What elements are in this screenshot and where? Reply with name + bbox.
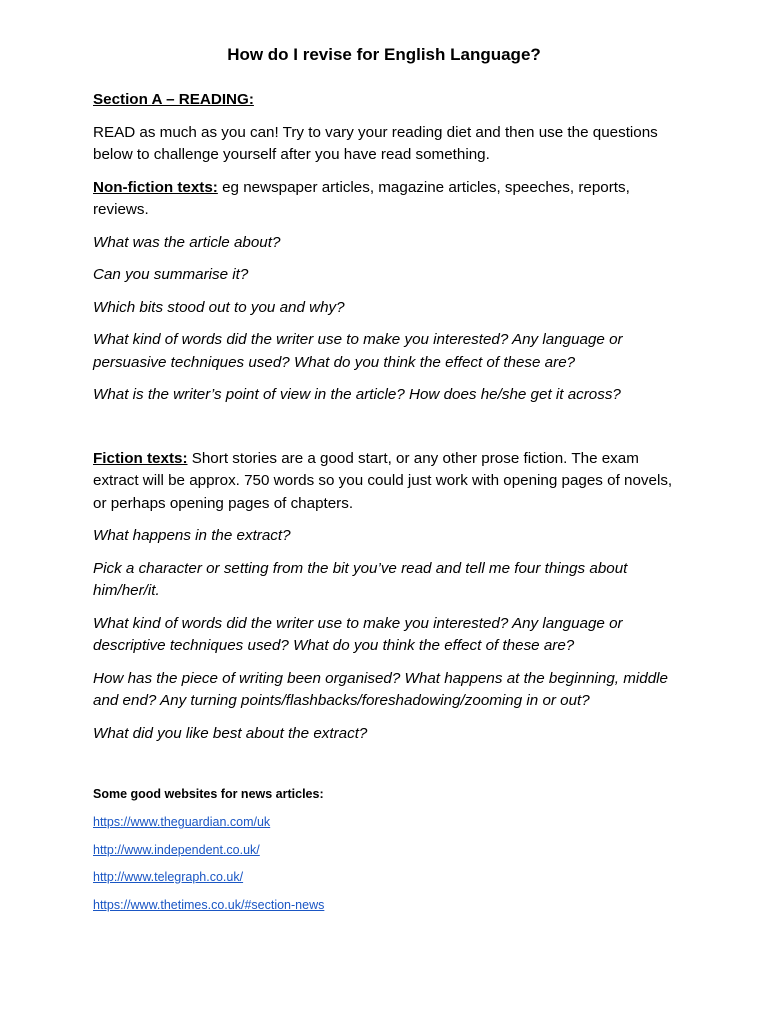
spacer	[93, 755, 683, 785]
fiction-question: What kind of words did the writer use to make you interested? Any language or descriptive techniques used? What do you think the effect of these are?	[93, 614, 623, 654]
spacer	[93, 417, 683, 448]
websites-heading: Some good websites for news articles:	[93, 787, 324, 801]
section-a-heading	[93, 89, 683, 112]
non-fiction-paragraph	[93, 177, 683, 222]
website-link-telegraph[interactable]: http://www.telegraph.co.uk/	[93, 870, 244, 884]
non-fiction-label: Non-fiction texts:	[93, 178, 218, 196]
non-fiction-question: Which bits stood out to you and why?	[93, 298, 345, 316]
section-a-intro: READ as much as you can! Try to vary your reading diet and then use the questions below to challenge yourself after you have read something.	[93, 123, 658, 163]
fiction-question: How has the piece of writing been organised? What happens at the beginning, middle and end? Any turning points/flashbacks/foreshadowing/zooming in or out?	[93, 669, 668, 709]
websites-list	[93, 813, 683, 914]
website-link-independent[interactable]: http://www.independent.co.uk/	[93, 842, 260, 857]
non-fiction-question: What is the writer’s point of view in the article? How does he/she get it across?	[93, 386, 621, 403]
website-link-guardian[interactable]: https://www.theguardian.com/uk	[93, 815, 271, 829]
non-fiction-question: What kind of words did the writer use to make you interested? Any language or persuasive techniques used? What do you think the effect of these are?	[93, 331, 623, 371]
fiction-description: Short stories are a good start, or any other prose fiction. The exam extract will be approx. 750 words so you could just work with opening pages of novels, or perhaps opening pages of chapters.	[93, 449, 673, 512]
fiction-question: What did you like best about the extract?	[93, 724, 368, 742]
document-body	[93, 89, 683, 923]
non-fiction-question: Can you summarise it?	[93, 266, 249, 283]
section-a-heading-text: Section A – READING:	[93, 91, 254, 108]
non-fiction-question: What was the article about?	[93, 233, 281, 251]
website-link-times[interactable]: https://www.thetimes.co.uk/#section-news	[93, 897, 325, 912]
page-title: How do I revise for English Language?	[227, 45, 541, 64]
non-fiction-description: eg newspaper articles, magazine articles, speeches, reports, reviews.	[93, 178, 630, 218]
fiction-question: Pick a character or setting from the bit you’ve read and tell me four things about him/her/it.	[93, 559, 628, 599]
fiction-label: Fiction texts:	[93, 449, 188, 467]
fiction-paragraph	[93, 448, 683, 516]
fiction-question: What happens in the extract?	[93, 527, 291, 544]
